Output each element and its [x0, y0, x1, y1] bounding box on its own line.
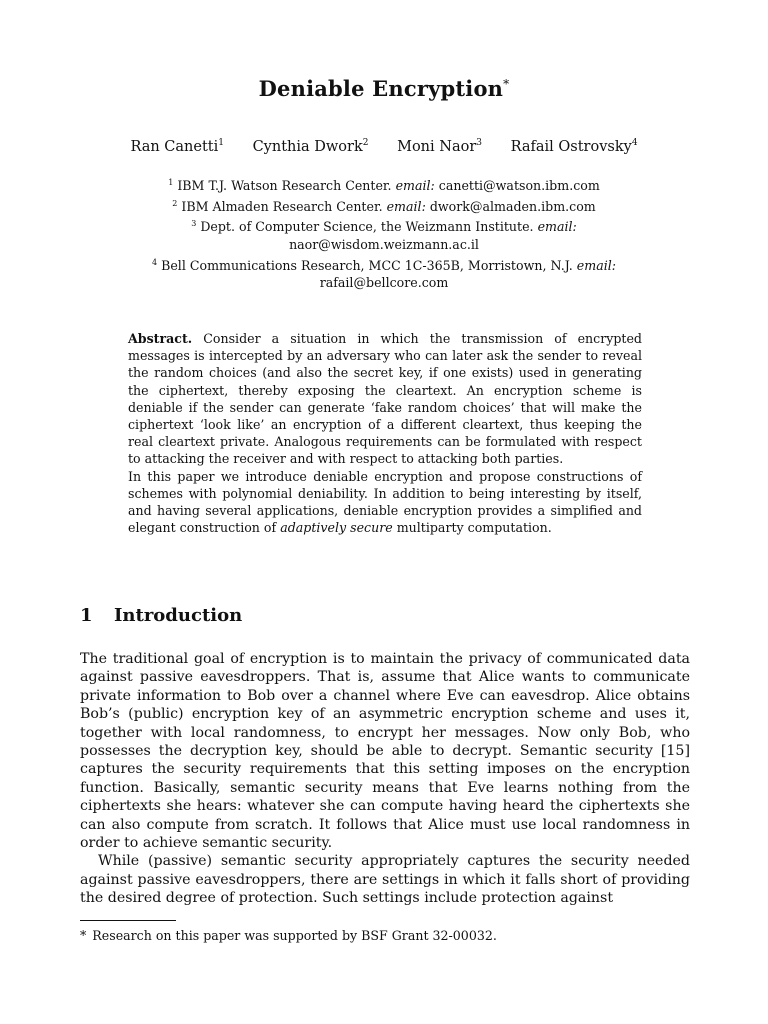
- author-name: Cynthia Dwork: [252, 138, 363, 155]
- author-mark: 1: [218, 138, 224, 148]
- title-text: Deniable Encryption: [258, 76, 504, 101]
- affiliation: [0, 174, 768, 195]
- affiliation-text: Bell Communications Research, MCC 1C-365B, Morristown, N.J.: [161, 257, 573, 273]
- author-mark: 3: [476, 138, 482, 148]
- affiliation-list: [0, 174, 768, 292]
- title-footnote-mark: *: [503, 77, 510, 91]
- footnote-mark: *: [80, 928, 87, 943]
- body-text: [80, 650, 690, 908]
- section-heading: [80, 605, 242, 626]
- abstract: [128, 330, 642, 536]
- affiliation: [0, 215, 768, 236]
- author-name: Rafail Ostrovsky: [510, 138, 632, 155]
- author: [397, 139, 482, 155]
- author-mark: 4: [631, 138, 638, 148]
- affiliation-text: IBM Almaden Research Center.: [181, 198, 383, 214]
- author-name: Ran Canetti: [130, 138, 219, 155]
- author-list: [0, 138, 768, 155]
- email-label: email:: [576, 257, 616, 273]
- affiliation-mark: 4: [151, 257, 158, 267]
- email-label: email:: [537, 219, 577, 235]
- affiliation-mark: 3: [191, 219, 197, 229]
- affiliation-mark: 2: [172, 198, 178, 208]
- affiliation: [0, 195, 768, 216]
- affiliation-email-line: [0, 274, 768, 292]
- affiliation-text: Dept. of Computer Science, the Weizmann Institute.: [200, 219, 534, 235]
- affiliation: [0, 254, 768, 275]
- abstract-label: Abstract.: [128, 331, 193, 346]
- footnote-rule: [80, 920, 176, 921]
- author-name: Moni Naor: [397, 138, 477, 155]
- author: [253, 139, 369, 155]
- email-address: dwork@almaden.ibm.com: [429, 198, 596, 214]
- email-address: rafail@bellcore.com: [319, 275, 449, 291]
- body-paragraph: While (passive) semantic security appropriately captures the security needed against passive eavesdroppers, there are settings in which it falls short of providing the desired degree of protection. Such settings include protection against: [80, 853, 690, 907]
- abstract-text: In this paper we introduce deniable encryption and propose constructions of schemes with polynomial deniability. In addition to being interesting by itself, and having several applications, deniable encryption provides a simplified and elegant construction of: [128, 468, 642, 536]
- abstract-emphasis: adaptively secure: [280, 520, 393, 536]
- abstract-text: Consider a situation in which the transmission of encrypted messages is intercepted by an adversary who can later ask the sender to reveal the random choices (and also the secret key, if one exists) used in generating the ciphertext, thereby exposing the cleartext. An encryption scheme is deniable if the sender can generate ‘fake random choices’ that will make the ciphertext ‘look like’ an encryption of a different cleartext, thus keeping the real cleartext private. Analogous requirements can be formulated with respect to attacking the receiver and with respect to attacking both parties.: [128, 331, 642, 467]
- email-address: naor@wisdom.weizmann.ac.il: [289, 237, 479, 253]
- email-label: email:: [395, 178, 435, 194]
- affiliation-text: IBM T.J. Watson Research Center.: [177, 178, 392, 194]
- abstract-paragraph: [128, 468, 642, 537]
- author: [130, 139, 224, 155]
- author: [511, 139, 638, 155]
- abstract-paragraph: [128, 330, 642, 468]
- author-mark: 2: [362, 138, 369, 148]
- abstract-text: multiparty computation.: [396, 520, 552, 536]
- paper-title: [0, 76, 768, 101]
- email-address: canetti@watson.ibm.com: [438, 178, 600, 194]
- affiliation-mark: 1: [168, 178, 174, 187]
- affiliation-email-line: [0, 236, 768, 254]
- email-label: email:: [386, 198, 426, 214]
- footnote-text: Research on this paper was supported by BSF Grant 32-00032.: [92, 928, 497, 943]
- body-paragraph: The traditional goal of encryption is to maintain the privacy of communicated data against passive eavesdroppers. That is, assume that Alice wants to communicate private information to Bob over a channel where Eve can eavesdrop. Alice obtains Bob’s (public) encryption key of an asymmetric encryption scheme and uses it, together with local randomness, to encrypt her messages. Now only Bob, who possesses the decryption key, should be able to decrypt. Semantic security [15] captures the security requirements that this setting imposes on the encryption function. Basically, semantic security means that Eve learns nothing from the ciphertexts she hears: whatever she can compute having heard the ciphertexts she can also compute from scratch. It follows that Alice must use local randomness in order to achieve semantic security.: [80, 651, 690, 852]
- section-title: Introduction: [114, 605, 243, 626]
- footnote: [80, 928, 690, 943]
- section-number: 1: [80, 605, 93, 626]
